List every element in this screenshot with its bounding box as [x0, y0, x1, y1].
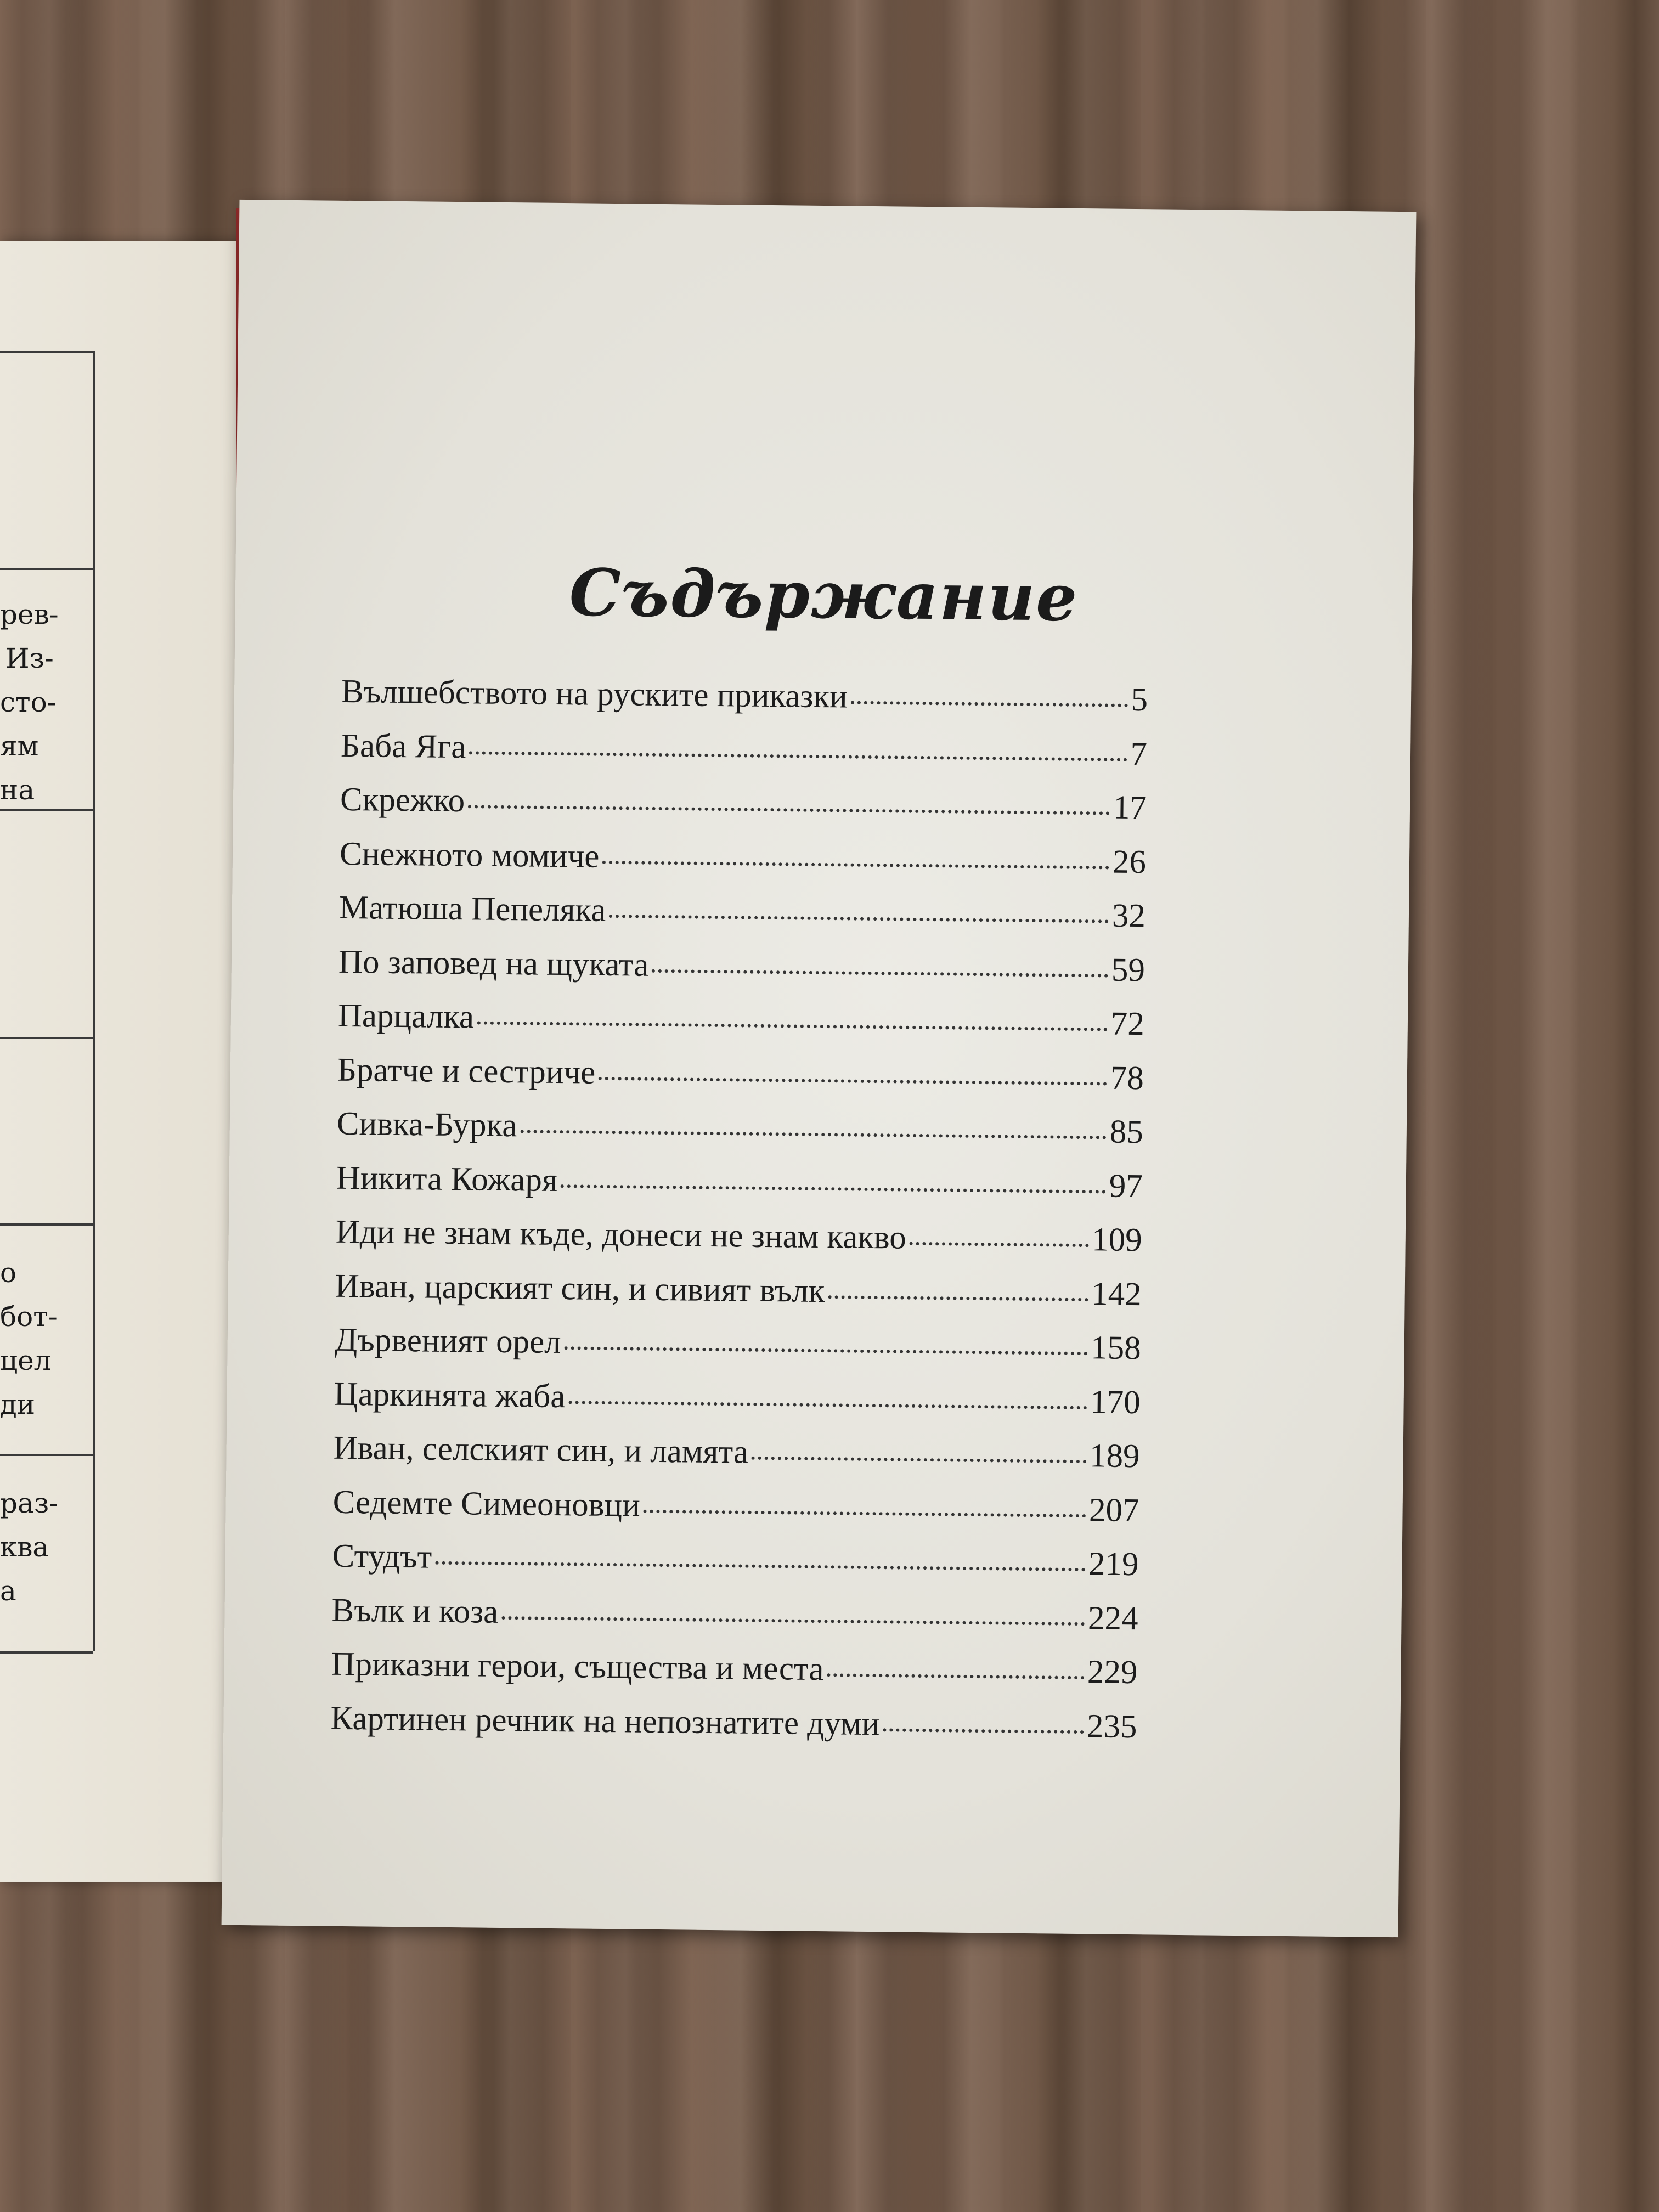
toc-entry [330, 1699, 1137, 1762]
toc-entry-title: Иди не знам къде, донеси не знам какво [335, 1213, 907, 1256]
toc-entry-page: 170 [1090, 1383, 1141, 1421]
toc-entry-title: Матюша Пепеляка [338, 889, 606, 929]
toc-leader-dots [752, 1457, 1086, 1463]
text-fragment: цел [0, 1345, 52, 1376]
toc-leader-dots [469, 751, 1127, 761]
toc-entry-title: Вълшебството на руските приказки [341, 673, 848, 715]
toc-entry-page: 229 [1087, 1654, 1138, 1691]
toc-leader-dots [827, 1673, 1084, 1679]
table-rule [0, 1651, 93, 1654]
text-fragment: а [0, 1575, 16, 1607]
table-rule [0, 1037, 93, 1039]
table-rule [0, 568, 93, 570]
toc-entry-title: Студът [332, 1537, 432, 1576]
text-fragment: ям [0, 730, 39, 762]
text-fragment: на [0, 774, 35, 806]
toc-entry [340, 726, 1147, 789]
toc-entry [338, 889, 1146, 951]
table-rule [0, 1223, 93, 1226]
toc-entry-page: 85 [1109, 1113, 1144, 1151]
toc-entry [337, 997, 1144, 1059]
toc-leader-dots [561, 1184, 1106, 1193]
toc-entry-page: 26 [1112, 843, 1147, 881]
toc-entry [331, 1591, 1138, 1654]
toc-entry-title: Баба Яга [340, 727, 466, 765]
toc-leader-dots [501, 1616, 1085, 1625]
left-page-table [0, 351, 95, 1651]
toc-entry-title: Царкинята жаба [334, 1375, 566, 1415]
toc-entry-title: Дървеният орел [334, 1321, 562, 1361]
toc-entry-page: 72 [1110, 1005, 1145, 1043]
toc-entry-title: Картинен речник на непознатите думи [330, 1700, 880, 1742]
toc-entry [335, 1213, 1142, 1276]
toc-entry-title: Вълк и коза [331, 1592, 499, 1630]
toc-entry-title: Иван, селският син, и ламята [333, 1429, 749, 1471]
toc-entry [332, 1483, 1139, 1545]
table-rule [0, 1454, 93, 1456]
toc-entry-page: 235 [1086, 1707, 1137, 1745]
toc-leader-dots [652, 969, 1108, 977]
toc-leader-dots [568, 1401, 1087, 1409]
text-fragment: о [0, 1257, 17, 1289]
toc-entry-title: Парцалка [337, 997, 475, 1036]
toc-entry [337, 1051, 1144, 1113]
toc-entry [338, 943, 1145, 1005]
toc-leader-dots [599, 1076, 1107, 1085]
toc-entry [339, 834, 1146, 897]
text-fragment: сто- [0, 686, 57, 718]
toc-leader-dots [602, 860, 1109, 869]
toc-entry-page: 5 [1131, 681, 1148, 719]
toc-entry-page: 219 [1088, 1545, 1139, 1583]
toc-entry-page: 97 [1109, 1167, 1143, 1205]
toc-leader-dots [520, 1130, 1106, 1139]
toc-entry [336, 1159, 1143, 1221]
toc-entry-page: 189 [1089, 1437, 1140, 1475]
toc-leader-dots [435, 1561, 1085, 1571]
toc-entry-page: 158 [1090, 1329, 1142, 1367]
toc-leader-dots [468, 805, 1110, 815]
toc-leader-dots [609, 915, 1109, 923]
toc-entry [332, 1537, 1139, 1600]
toc-leader-dots [477, 1021, 1108, 1031]
toc-leader-dots [828, 1295, 1088, 1301]
toc-list [330, 673, 1148, 1762]
text-fragment: Из- [5, 642, 54, 674]
toc-entry-page: 7 [1130, 735, 1148, 772]
toc-leader-dots [565, 1346, 1088, 1355]
page-title: Съдържание [569, 554, 1079, 636]
toc-entry [334, 1321, 1141, 1384]
toc-entry-title: Скрежко [340, 781, 465, 820]
toc-entry-title: Седемте Симеоновци [332, 1483, 641, 1524]
toc-entry-page: 142 [1091, 1275, 1142, 1313]
toc-entry-page: 78 [1110, 1059, 1144, 1097]
toc-leader-dots [883, 1728, 1084, 1734]
toc-entry-title: Братче и сестриче [337, 1051, 596, 1091]
toc-entry-title: Никита Кожаря [336, 1159, 558, 1199]
text-fragment: ди [0, 1389, 36, 1420]
toc-entry-page: 59 [1111, 951, 1146, 989]
text-fragment: рев- [0, 599, 59, 630]
toc-entry-title: Сивка-Бурка [336, 1105, 517, 1144]
toc-entry-page: 207 [1088, 1491, 1139, 1529]
toc-entry [340, 781, 1147, 843]
toc-entry-title: Иван, царският син, и сивият вълк [335, 1267, 825, 1310]
toc-leader-dots [644, 1509, 1086, 1517]
toc-entry [333, 1429, 1140, 1492]
toc-entry [331, 1645, 1138, 1708]
toc-entry-page: 17 [1113, 789, 1147, 827]
toc-leader-dots [910, 1242, 1088, 1247]
toc-entry-page: 32 [1111, 897, 1146, 935]
table-of-contents-page [222, 200, 1417, 1937]
toc-entry [336, 1105, 1143, 1167]
toc-entry [334, 1375, 1141, 1437]
toc-entry [341, 673, 1148, 735]
toc-entry-title: Приказни герои, същества и места [331, 1645, 824, 1688]
toc-entry-page: 224 [1087, 1599, 1138, 1637]
text-fragment: ква [0, 1531, 49, 1563]
text-fragment: бот- [0, 1301, 58, 1333]
toc-entry-title: По заповед на щуката [338, 943, 649, 984]
toc-leader-dots [851, 701, 1128, 707]
toc-entry [335, 1267, 1142, 1329]
toc-entry-title: Снежното момиче [339, 835, 600, 875]
text-fragment: раз- [0, 1487, 58, 1519]
table-rule [0, 351, 93, 353]
toc-entry-page: 109 [1091, 1221, 1143, 1259]
